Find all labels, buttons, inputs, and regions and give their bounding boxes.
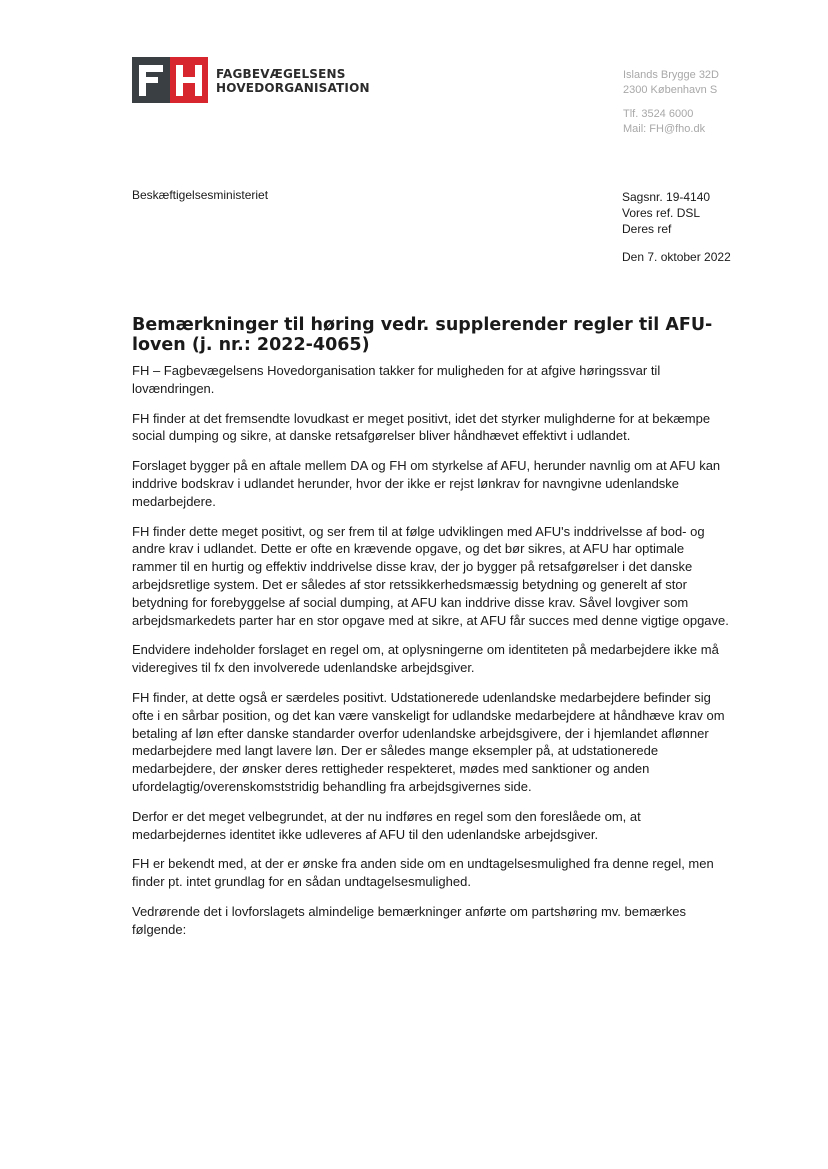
body-paragraph: FH finder at det fremsendte lovudkast er meget positivt, idet det styrker mulighderne for at bekæmpe social dumping og sikre, at danske retsafgørelser bliver håndhævet effektivt i udlandet. <box>132 410 711 444</box>
body-paragraph: Forslaget bygger på en aftale mellem DA og FH om styrkelse af AFU, herunder navnlig om at AFU kan inddrive bodskrav i udlandet herunder, hvor der ikke er rejst lønkrav for navngivne udenlandske medarbejdere. <box>132 458 721 509</box>
reference-block <box>622 189 731 265</box>
organisation-name-line-1: FAGBEVÆGELSENS <box>216 67 346 81</box>
body-paragraph: Derfor er det meget velbegrundet, at der nu indføres en regel som den foreslåede om, at medarbejdernes identitet ikke udleveres af AFU til den udenlandske arbejdsgiver. <box>132 808 641 842</box>
your-reference: Deres ref <box>622 222 672 236</box>
document-title: Bemærkninger til høring vedr. supplerender regler til AFU-loven (j. nr.: 2022-4065) <box>132 315 713 355</box>
body-paragraph: FH er bekendt med, at der er ønske fra anden side om en undtagelsesmulighed fra denne regel, men finder pt. intet grundlag for en sådan undtagelsesmulighed. <box>132 856 714 890</box>
address-spacer <box>623 98 719 107</box>
organisation-name <box>216 67 370 95</box>
organisation-name-line-2: HOVEDORGANISATION <box>216 81 370 95</box>
recipient: Beskæftigelsesministeriet <box>132 188 269 202</box>
case-number: Sagsnr. 19-4140 <box>622 190 711 204</box>
sender-city: 2300 København S <box>623 84 718 96</box>
fh-logo-icon <box>132 57 208 103</box>
body-paragraph: Endvidere indeholder forslaget en regel om, at oplysningerne om identiteten på medarbejdere ikke må videregives til fx den involverede udenlandske arbejdsgiver. <box>132 642 719 676</box>
sender-street: Islands Brygge 32D <box>623 69 719 81</box>
letter-date: Den 7. oktober 2022 <box>622 250 731 264</box>
body-paragraph: FH – Fagbevægelsens Hovedorganisation takker for muligheden for at afgive høringssvar til lovændringen. <box>132 363 661 396</box>
letter-body <box>132 362 732 951</box>
our-reference: Vores ref. DSL <box>622 206 701 220</box>
body-paragraph: FH finder, at dette også er særdeles positivt. Udstationerede udenlandske medarbejdere befinder sig ofte i en sårbar position, og det kan være vanskeligt for udlandske medarbejdere at håndhæve krav om betaling af løn efter danske standarder overfor udenlandske arbejdsgivere, der i hjemlandet aflønner medarbejdere med langt lavere løn. Der er således mange eksempler på, at udstationerede medarbejdere, der ønsker deres rettigheder respekteret, mødes med sanktioner og anden ufordelagtig/overenskomststridig behandling fra arbejdsgivernes side. <box>132 689 725 794</box>
body-paragraph: FH finder dette meget positivt, og ser frem til at følge udviklingen med AFU's inddrivelsse af bod- og andre krav i udlandet. Dette er ofte en krævende opgave, og det bør sikres, at AFU har optimale rammer til en hurtig og effektiv inddrivelse disse krav, der jo bygger på retsafgørelser i det danske arbejdsretlige system. Det er således af stor retssikkerhedsmæssig betydning og generelt af stor betydning for forebyggelse af social dumping, at AFU kan inddrive disse krav. Såvel lovgiver som arbejdsmarkedets parter har en stor opgave med at sikre, at AFU får succes med denne vigtige opgave. <box>132 523 729 628</box>
sender-mail: Mail: FH@fho.dk <box>623 123 706 135</box>
sender-address <box>623 68 719 137</box>
body-paragraph: Vedrørende det i lovforslagets almindelige bemærkninger anførte om partshøring mv. bemærkes følgende: <box>132 903 686 937</box>
sender-phone: Tlf. 3524 6000 <box>623 108 694 120</box>
fh-logo-mark <box>132 57 208 103</box>
